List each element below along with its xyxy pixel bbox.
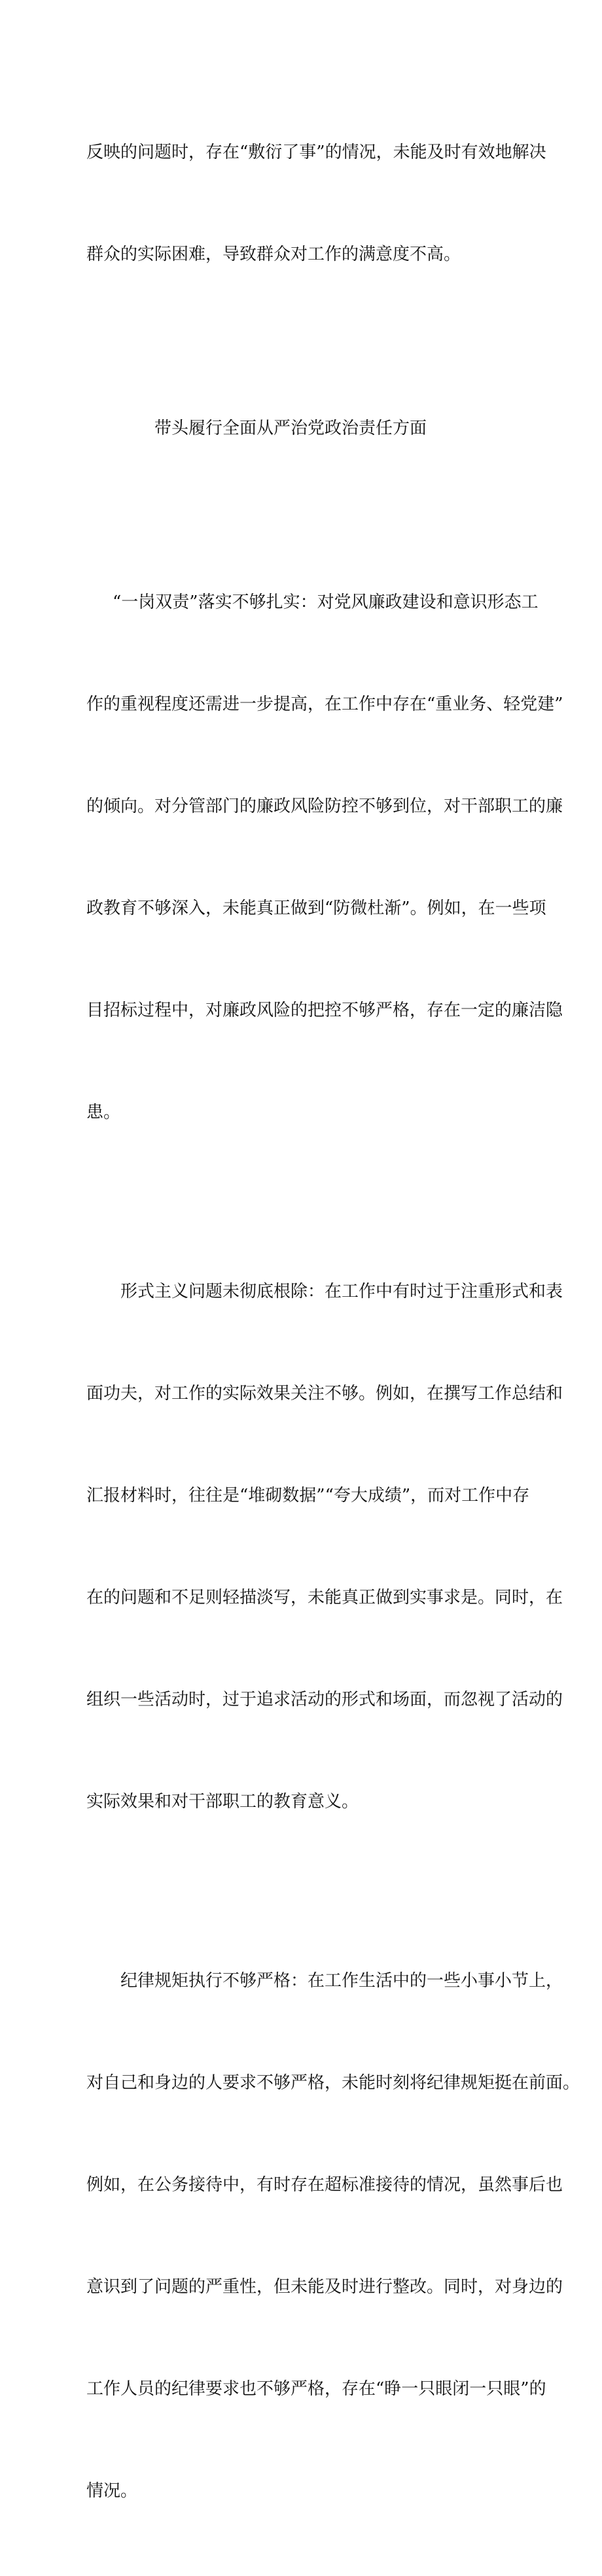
text-line: 反映的问题时，存在“敷衍了事”的情况，未能及时有效地解决 <box>86 143 546 162</box>
paragraph-continuation <box>86 67 546 339</box>
text-line: 患。 <box>86 1103 121 1122</box>
text-line: 组织一些活动时，过于追求活动的形式和场面，而忽视了活动的 <box>86 1690 563 1709</box>
text-line: 汇报材料时，往往是“堆砌数据”“夸大成绩”，而对工作中存 <box>86 1486 530 1505</box>
text-line: 意识到了问题的严重性，但未能及时进行整改。同时，对身边的 <box>86 2277 563 2297</box>
text-line: 对自己和身边的人要求不够严格，未能时刻将纪律规矩挺在前面。 <box>86 2073 580 2093</box>
text-line: 纪律规矩执行不够严格：在工作生活中的一些小事小节上， <box>120 1971 563 1991</box>
text-line: 目招标过程中，对廉政风险的把控不够严格，存在一定的廉洁隐 <box>86 1001 563 1020</box>
text-line: 作的重视程度还需进一步提高，在工作中存在“重业务、轻党建” <box>86 695 563 714</box>
text-line: 例如，在公务接待中，有时存在超标准接待的情况，虽然事后也 <box>86 2175 563 2195</box>
text-line: 在的问题和不足则轻描淡写，未能真正做到实事求是。同时，在 <box>86 1588 563 1607</box>
text-line: 群众的实际困难，导致群众对工作的满意度不高。 <box>86 245 461 264</box>
section-heading <box>86 343 518 513</box>
text-line: “一岗双责”落实不够扎实：对党风廉政建设和意识形态工 <box>113 592 539 612</box>
paragraph-discipline <box>86 1896 580 2576</box>
text-line: 政教育不够深入，未能真正做到“防微杜渐”。例如，在一些项 <box>86 899 546 918</box>
heading-text: 带头履行全面从严治党政治责任方面 <box>154 419 427 438</box>
text-line: 实际效果和对干部职工的教育意义。 <box>86 1792 359 1812</box>
text-line: 情况。 <box>86 2481 138 2501</box>
text-line: 形式主义问题未彻底根除：在工作中有时过于注重形式和表 <box>120 1282 563 1301</box>
text-line: 工作人员的纪律要求也不够严格，存在“睁一只眼闭一只眼”的 <box>86 2379 546 2399</box>
text-line: 面功夫，对工作的实际效果关注不够。例如，在撰写工作总结和 <box>86 1384 563 1403</box>
text-line: 的倾向。对分管部门的廉政风险防控不够到位，对干部职工的廉 <box>86 797 563 816</box>
document-body <box>86 67 580 2576</box>
paragraph-formalism <box>86 1207 563 1887</box>
paragraph-one-post-dual-duty <box>86 517 563 1197</box>
